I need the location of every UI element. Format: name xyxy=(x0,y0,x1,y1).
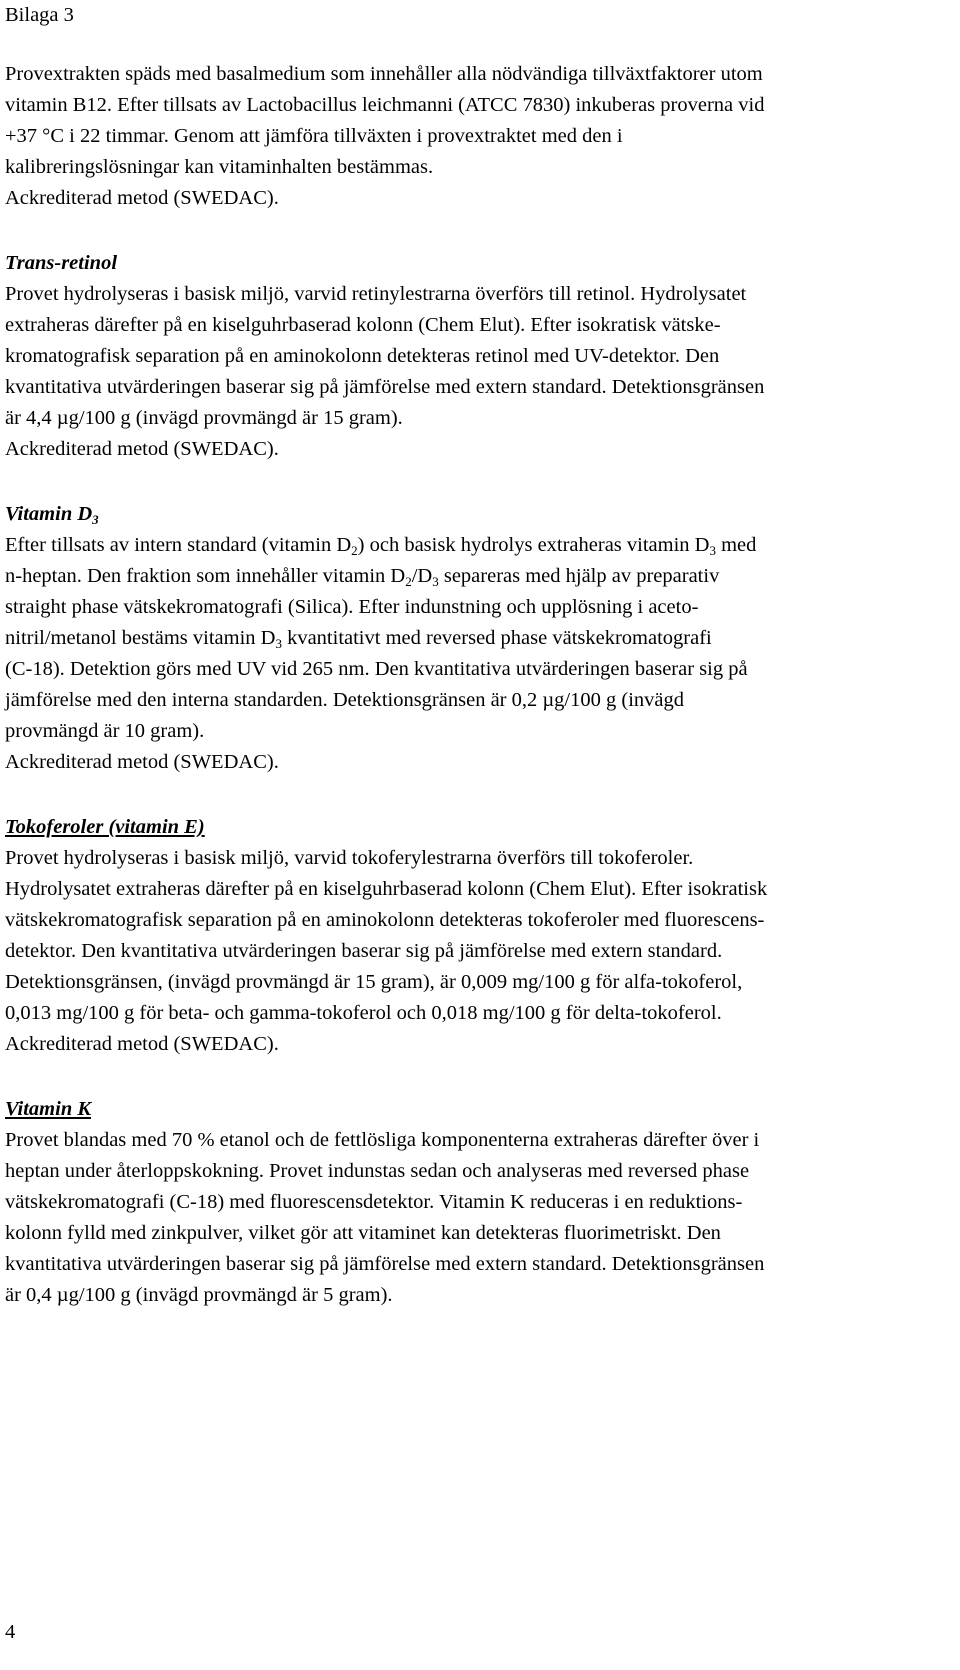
paragraph-line: detektor. Den kvantitativa utvärderingen baserar sig på jämförelse med extern standard. xyxy=(5,940,723,962)
section-heading: Tokoferoler (vitamin E) xyxy=(5,816,205,838)
paragraph-line: (C-18). Detektion görs med UV vid 265 nm. Den kvantitativa utvärderingen baserar sig på xyxy=(5,658,748,680)
paragraph-line: +37 °C i 22 timmar. Genom att jämföra tillväxten i provextraktet med den i xyxy=(5,125,623,147)
subscript: 3 xyxy=(275,636,282,651)
page-number: 4 xyxy=(5,1621,16,1643)
paragraph-line: Ackrediterad metod (SWEDAC). xyxy=(5,751,279,773)
paragraph-line: kvantitativa utvärderingen baserar sig på jämförelse med extern standard. Detektionsgränsen xyxy=(5,376,765,398)
paragraph-line: Provet hydrolyseras i basisk miljö, varvid retinylestrarna överförs till retinol. Hydrolysatet xyxy=(5,283,747,305)
paragraph-line: kvantitativa utvärderingen baserar sig på jämförelse med extern standard. Detektionsgränsen xyxy=(5,1253,765,1275)
paragraph-line: Provextrakten späds med basalmedium som innehåller alla nödvändiga tillväxtfaktorer utom xyxy=(5,63,763,85)
section-tokoferoler xyxy=(5,812,953,1060)
paragraph-line: är 4,4 µg/100 g (invägd provmängd är 15 gram). xyxy=(5,407,403,429)
paragraph-line: vitamin B12. Efter tillsats av Lactobacillus leichmanni (ATCC 7830) inkuberas proverna vid xyxy=(5,94,765,116)
section-gap xyxy=(5,1060,953,1094)
section-trans-retinol xyxy=(5,248,953,465)
paragraph-line: straight phase vätskekromatografi (Silica). Efter indunstning och upplösning i aceto- xyxy=(5,596,699,618)
text-run: med xyxy=(715,534,757,556)
paragraph-line: kolonn fylld med zinkpulver, vilket gör att vitaminet kan detekteras fluorimetriskt. Den xyxy=(5,1222,721,1244)
section-heading: Vitamin K xyxy=(5,1098,92,1120)
text-run: kvantitativt med reversed phase vätskekromatografi xyxy=(281,627,712,649)
paragraph-line xyxy=(5,530,953,561)
section-gap xyxy=(5,465,953,499)
paragraph-line: Hydrolysatet extraheras därefter på en kiselguhrbaserad kolonn (Chem Elut). Efter isokratisk xyxy=(5,878,768,900)
paragraph-line: provmängd är 10 gram). xyxy=(5,720,205,742)
text-run: /D xyxy=(411,565,433,587)
paragraph-line: vätskekromatografi (C-18) med fluorescensdetektor. Vitamin K reduceras i en reduktions- xyxy=(5,1191,743,1213)
paragraph-line: Detektionsgränsen, (invägd provmängd är 15 gram), är 0,009 mg/100 g för alfa-tokoferol, xyxy=(5,971,743,993)
paragraph-line: heptan under återloppskokning. Provet indunstas sedan och analyseras med reversed phase xyxy=(5,1160,750,1182)
subscript: 3 xyxy=(92,512,99,527)
paragraph-line: Ackrediterad metod (SWEDAC). xyxy=(5,187,279,209)
intro-paragraph xyxy=(5,59,953,214)
paragraph-line xyxy=(5,623,953,654)
paragraph-line: vätskekromatografisk separation på en aminokolonn detekteras tokoferoler med fluorescens- xyxy=(5,909,765,931)
paragraph-line: 0,013 mg/100 g för beta- och gamma-tokoferol och 0,018 mg/100 g för delta-tokoferol. xyxy=(5,1002,722,1024)
paragraph-line: extraheras därefter på en kiselguhrbaserad kolonn (Chem Elut). Efter isokratisk vätske- xyxy=(5,314,721,336)
section-gap xyxy=(5,778,953,812)
section-vitamin-k xyxy=(5,1094,953,1311)
heading-text: Vitamin D xyxy=(5,503,93,525)
subscript: 2 xyxy=(405,574,412,589)
document-body xyxy=(5,59,953,1311)
section-heading: Trans-retinol xyxy=(5,252,118,274)
paragraph-line: Provet hydrolyseras i basisk miljö, varvid tokoferylestrarna överförs till tokoferoler. xyxy=(5,847,694,869)
paragraph-line: Ackrediterad metod (SWEDAC). xyxy=(5,438,279,460)
section-gap xyxy=(5,214,953,248)
document-header: Bilaga 3 xyxy=(5,4,74,26)
paragraph-line: är 0,4 µg/100 g (invägd provmängd är 5 gram). xyxy=(5,1284,393,1306)
paragraph-line: kalibreringslösningar kan vitaminhalten bestämmas. xyxy=(5,156,434,178)
text-run: Efter tillsats av intern standard (vitamin D xyxy=(5,534,352,556)
text-run: ) och basisk hydrolys extraheras vitamin D xyxy=(357,534,710,556)
text-run: n-heptan. Den fraktion som innehåller vitamin D xyxy=(5,565,406,587)
subscript: 2 xyxy=(351,543,358,558)
section-heading xyxy=(5,499,953,530)
paragraph-line: jämförelse med den interna standarden. Detektionsgränsen är 0,2 µg/100 g (invägd xyxy=(5,689,684,711)
text-run: nitril/metanol bestäms vitamin D xyxy=(5,627,276,649)
paragraph-line: Provet blandas med 70 % etanol och de fettlösliga komponenterna extraheras därefter över i xyxy=(5,1129,760,1151)
paragraph-line: kromatografisk separation på en aminokolonn detekteras retinol med UV-detektor. Den xyxy=(5,345,720,367)
subscript: 3 xyxy=(709,543,716,558)
section-vitamin-d3 xyxy=(5,499,953,778)
paragraph-line: Ackrediterad metod (SWEDAC). xyxy=(5,1033,279,1055)
paragraph-line xyxy=(5,561,953,592)
subscript: 3 xyxy=(432,574,439,589)
text-run: separeras med hjälp av preparativ xyxy=(438,565,720,587)
